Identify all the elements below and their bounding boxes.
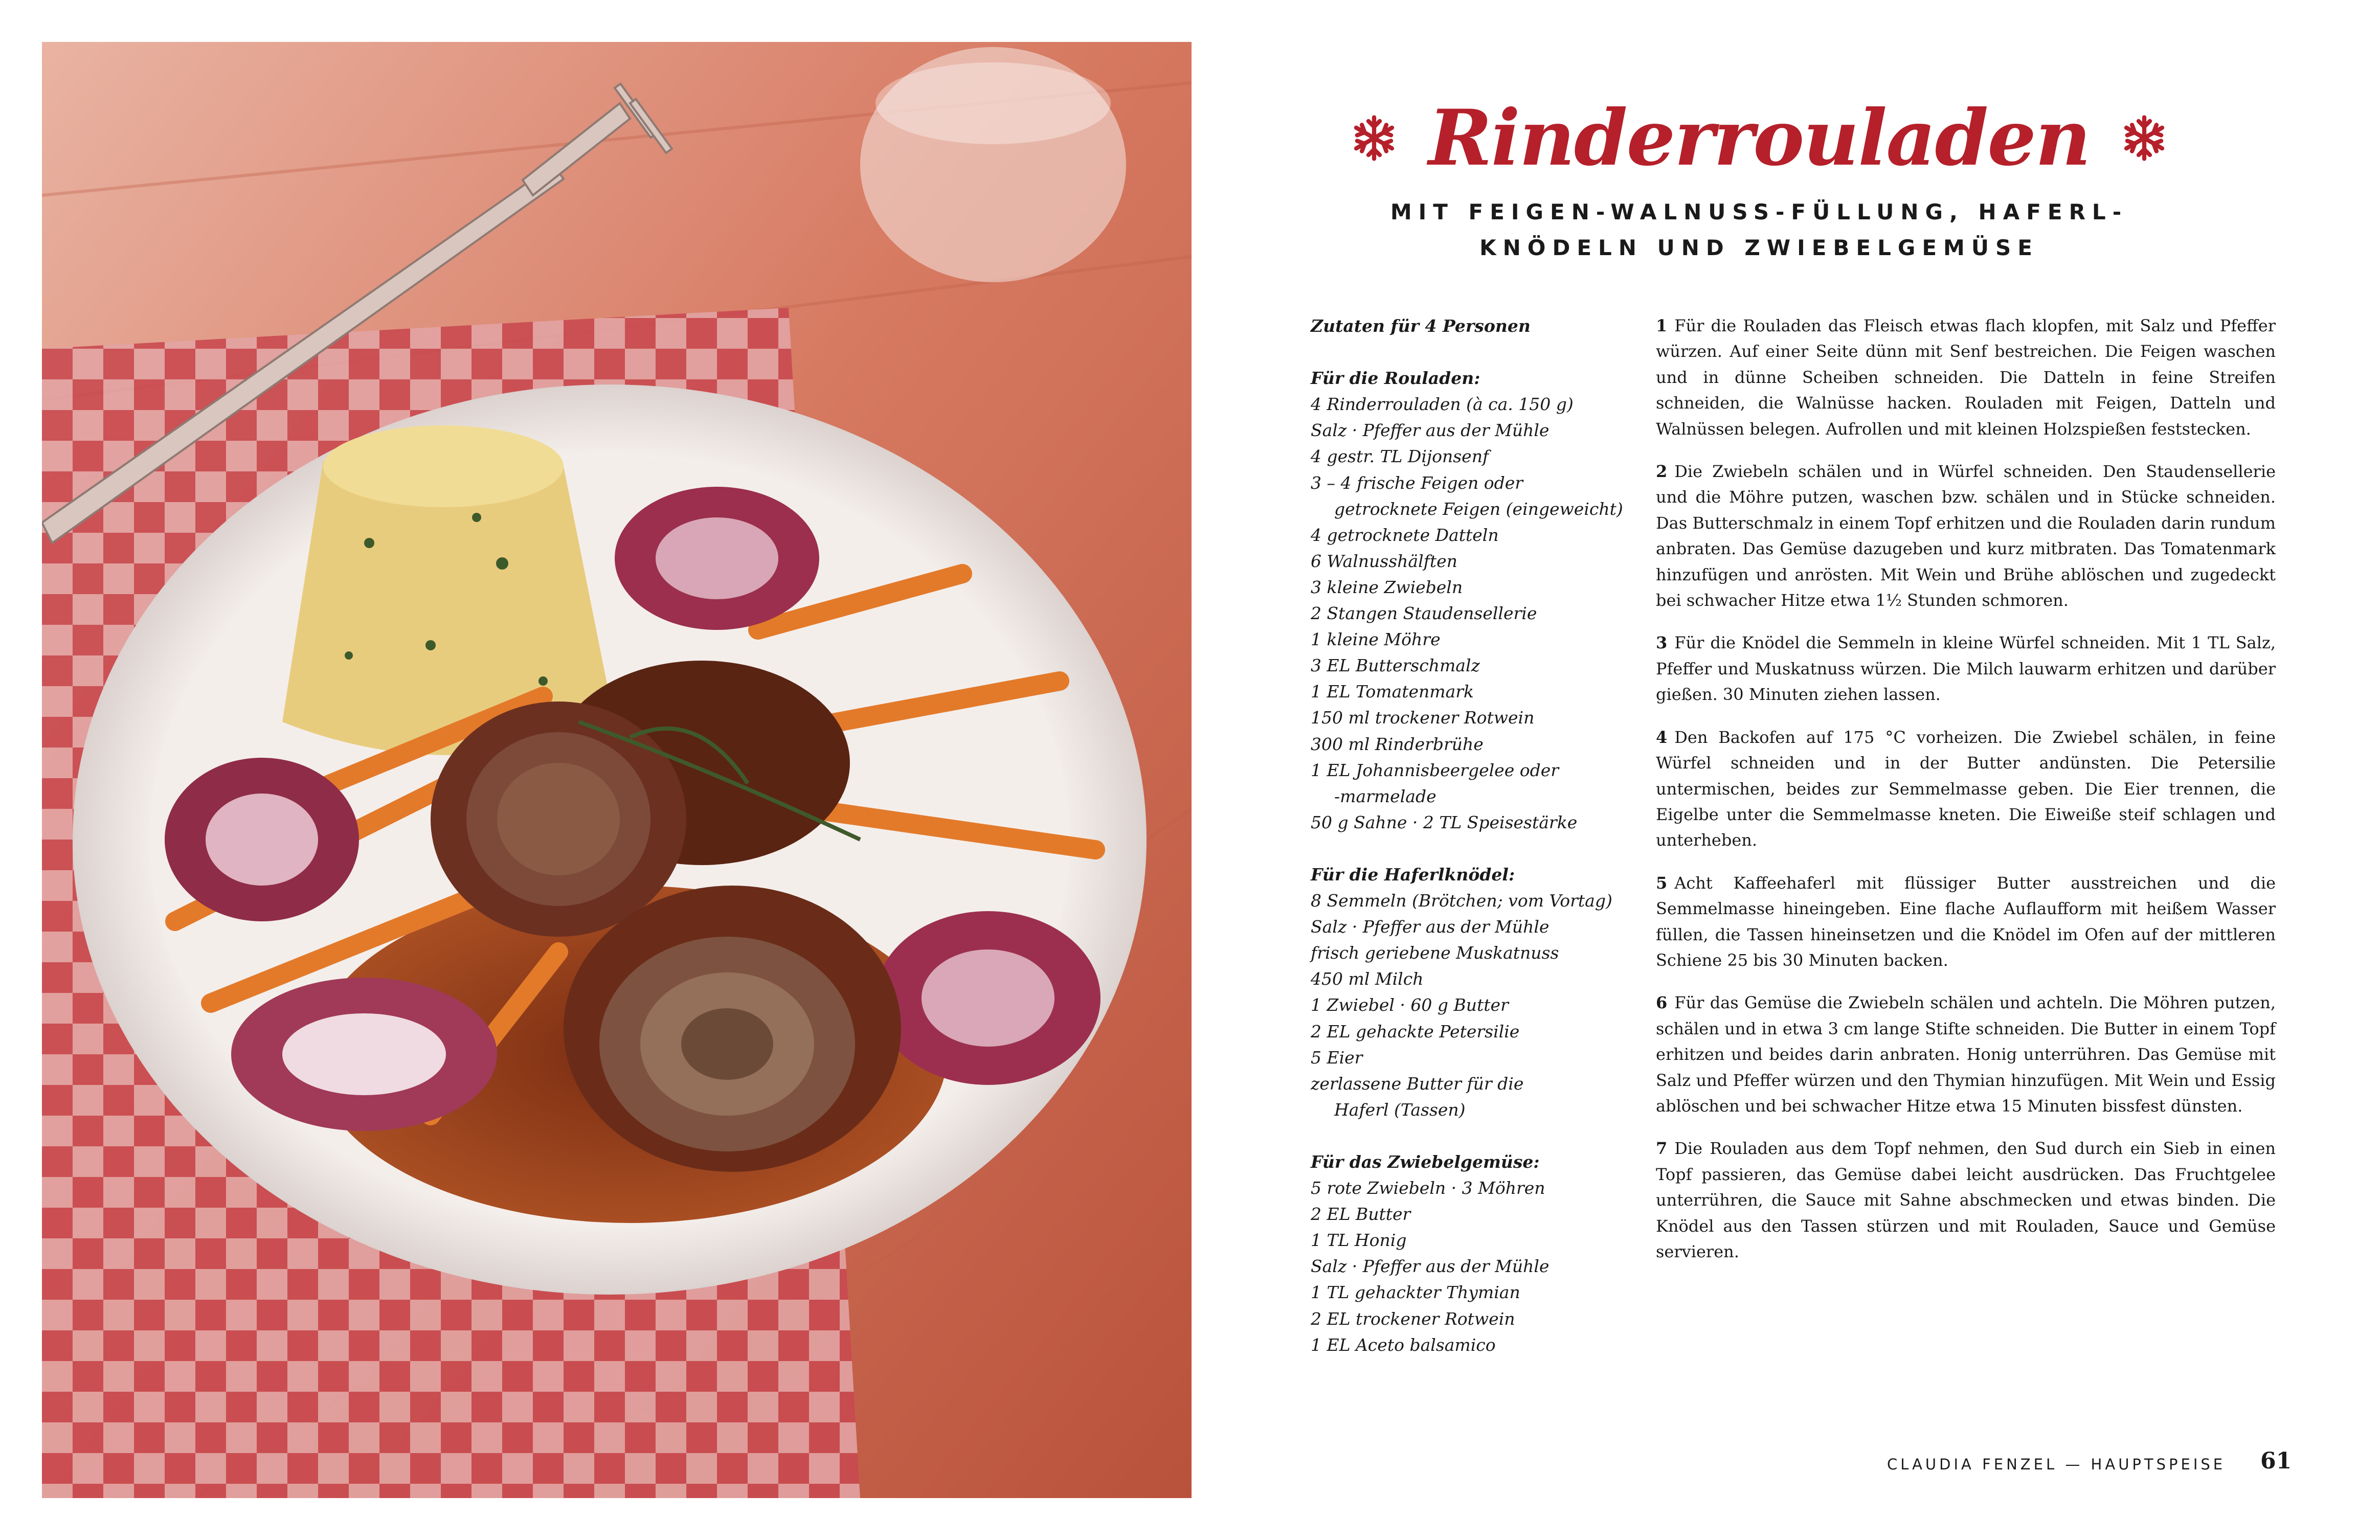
ingredient-item: -marmelade xyxy=(1334,786,1436,806)
ingredient-spacer xyxy=(1311,835,1638,862)
ingredient-item: 2 EL Butter xyxy=(1311,1204,1411,1225)
ingredient-heading: Für die Haferlknödel: xyxy=(1311,864,1515,885)
step-number: 5 xyxy=(1656,873,1668,893)
ingredient-item: 1 kleine Möhre xyxy=(1311,629,1441,650)
ingredient-item: 3 EL Butterschmalz xyxy=(1311,655,1480,676)
recipe-subtitle xyxy=(1381,194,2138,266)
recipe-title: Rinderrouladen xyxy=(1428,93,2090,183)
ingredient-item: 300 ml Rinderbrühe xyxy=(1311,734,1484,754)
ingredient-item: 1 EL Johannisbeergelee oder xyxy=(1311,760,1559,780)
ingredient-item: 1 EL Aceto balsamico xyxy=(1311,1334,1496,1355)
ingredient-item: Haferl (Tassen) xyxy=(1334,1099,1466,1120)
ingredient-item: 8 Semmeln (Brötchen; vom Vortag) xyxy=(1311,891,1612,911)
step-number: 6 xyxy=(1656,993,1668,1013)
ingredient-item: 5 rote Zwiebeln · 3 Möhren xyxy=(1311,1178,1545,1198)
food-photo xyxy=(42,42,1192,1498)
instruction-step xyxy=(1656,630,2276,707)
step-text: Für die Rouladen das Fleisch etwas flach klopfen, mit Salz und Pfeffer würzen. Auf einer Seite dünn mit Senf bestreichen. Die Feigen waschen und in dünne Scheiben schneiden. Die Datteln in feine Streifen schneiden, die Walnüsse hacken. Rouladen mit Feigen, Datteln und Walnüssen belegen. Aufrollen und mit kleinen Holzspießen feststecken. xyxy=(1656,316,2276,439)
subtitle-line: KNÖDELN UND ZWIEBELGEMÜSE xyxy=(1479,235,2039,260)
ingredient-item: 4 Rinderrouladen (à ca. 150 g) xyxy=(1311,394,1574,415)
ingredient-item: 2 EL trockener Rotwein xyxy=(1311,1308,1515,1329)
ingredient-item: 1 Zwiebel · 60 g Butter xyxy=(1311,995,1509,1015)
ingredient-heading: Zutaten für 4 Personen xyxy=(1311,316,1531,336)
ingredient-item: 3 kleine Zwiebeln xyxy=(1311,577,1463,597)
step-text: Acht Kaffeehaferl mit flüssiger Butter ausstreichen und die Semmelmasse hineingeben. Eine flache Auflaufform mit heißem Wasser füllen, die Tassen hineinsetzen und die Knödel im Ofen auf der mittleren Schiene 25 bis 30 Minuten backen. xyxy=(1656,873,2276,970)
snowflake-icon xyxy=(2121,115,2168,162)
ingredient-item: frisch geriebene Muskatnuss xyxy=(1311,943,1559,963)
ingredient-item: zerlassene Butter für die xyxy=(1311,1073,1524,1094)
ingredient-heading: Für die Rouladen: xyxy=(1311,368,1480,389)
step-number: 3 xyxy=(1656,633,1668,653)
instruction-step xyxy=(1656,1136,2276,1264)
ingredient-item: 450 ml Milch xyxy=(1311,969,1424,989)
ingredient-item: Salz · Pfeffer aus der Mühle xyxy=(1311,420,1550,441)
title-row xyxy=(1350,77,2168,199)
page-number: 61 xyxy=(2260,1448,2292,1474)
instruction-step xyxy=(1656,990,2276,1119)
ingredient-heading: Für das Zwiebelgemüse: xyxy=(1311,1152,1540,1172)
ingredient-item: 2 Stangen Staudensellerie xyxy=(1311,603,1537,624)
step-text: Die Rouladen aus dem Topf nehmen, den Sud durch ein Sieb in einen Topf passieren, das Gemüse dabei leicht ausdrücken. Das Fruchtgelee unterrühren, die Sauce mit Sahne abschmecken und etwas binden. Die Knödel aus den Tassen stürzen und mit Rouladen, Sauce und Gemüse servieren. xyxy=(1656,1139,2276,1261)
ingredient-item: Salz · Pfeffer aus der Mühle xyxy=(1311,917,1550,937)
instruction-step xyxy=(1656,313,2276,442)
ingredient-item: 1 TL gehackter Thymian xyxy=(1311,1282,1520,1303)
ingredient-item: 4 gestr. TL Dijonsenf xyxy=(1311,446,1489,467)
step-text: Für die Knödel die Semmeln in kleine Würfel schneiden. Mit 1 TL Salz, Pfeffer und Muskatnuss würzen. Die Milch lauwarm erhitzen und darüber gießen. 30 Minuten ziehen lassen. xyxy=(1656,633,2276,705)
ingredient-item: 2 EL gehackte Petersilie xyxy=(1311,1021,1520,1041)
ingredients-list xyxy=(1311,313,1638,1358)
ingredient-item: 5 Eier xyxy=(1311,1047,1363,1068)
instruction-step xyxy=(1656,459,2276,613)
step-number: 4 xyxy=(1656,727,1668,747)
step-number: 2 xyxy=(1656,462,1668,482)
snowflake-icon xyxy=(1351,115,1398,162)
step-text: Den Backofen auf 175 °C vorheizen. Die Zwiebel schälen, in feine Würfel schneiden und in der Butter andünsten. Die Petersilie untermischen, beides zur Semmelmasse geben. Die Eier trennen, die Eigelbe unter die Semmelmasse kneten. Die Eiweiße steif schlagen und unterheben. xyxy=(1656,727,2276,850)
ingredient-item: 1 TL Honig xyxy=(1311,1230,1407,1251)
step-text: Für das Gemüse die Zwiebeln schälen und achteln. Die Möhren putzen, schälen und in etwa 3 cm lange Stifte schneiden. Die Butter in einem Topf erhitzen und beides darin anbraten. Honig unterrühren. Das Gemüse mit Salz und Pfeffer würzen und den Thymian hinzufügen. Mit Wein und Essig ablöschen und bei schwacher Hitze etwa 15 Minuten bissfest dünsten. xyxy=(1656,993,2276,1116)
instruction-step xyxy=(1656,870,2276,973)
ingredient-item: 3 – 4 frische Feigen oder xyxy=(1311,472,1523,493)
instruction-step xyxy=(1656,724,2276,853)
running-footer: CLAUDIA FENZEL — HAUPTSPEISE xyxy=(1887,1456,2226,1473)
ingredient-spacer xyxy=(1311,1123,1638,1149)
subtitle-line: MIT FEIGEN-WALNUSS-FÜLLUNG, HAFERL- xyxy=(1390,199,2128,224)
step-number: 1 xyxy=(1656,316,1668,335)
ingredient-item: 4 getrocknete Datteln xyxy=(1311,525,1499,545)
ingredient-item: 50 g Sahne · 2 TL Speisestärke xyxy=(1311,812,1578,832)
step-number: 7 xyxy=(1656,1139,1668,1159)
ingredient-item: Salz · Pfeffer aus der Mühle xyxy=(1311,1256,1550,1277)
instructions xyxy=(1656,313,2276,1281)
ingredient-spacer xyxy=(1311,339,1638,365)
ingredient-item: 1 EL Tomatenmark xyxy=(1311,682,1474,702)
step-text: Die Zwiebeln schälen und in Würfel schneiden. Den Staudensellerie und die Möhre putzen, waschen bzw. schälen und in Stücke schneiden. Das Butterschmalz in einem Topf erhitzen und die Rouladen darin rundum anbraten. Das Gemüse dazugeben und kurz mitbraten. Das Tomatenmark hinzufügen und anrösten. Mit Wein und Brühe ablöschen und zugedeckt bei schwacher Hitze etwa 1½ Stunden schmoren. xyxy=(1656,462,2276,610)
ingredient-item: 6 Walnusshälften xyxy=(1311,551,1457,571)
ingredient-item: getrocknete Feigen (eingeweicht) xyxy=(1334,499,1623,519)
ingredient-item: 150 ml trockener Rotwein xyxy=(1311,708,1535,728)
